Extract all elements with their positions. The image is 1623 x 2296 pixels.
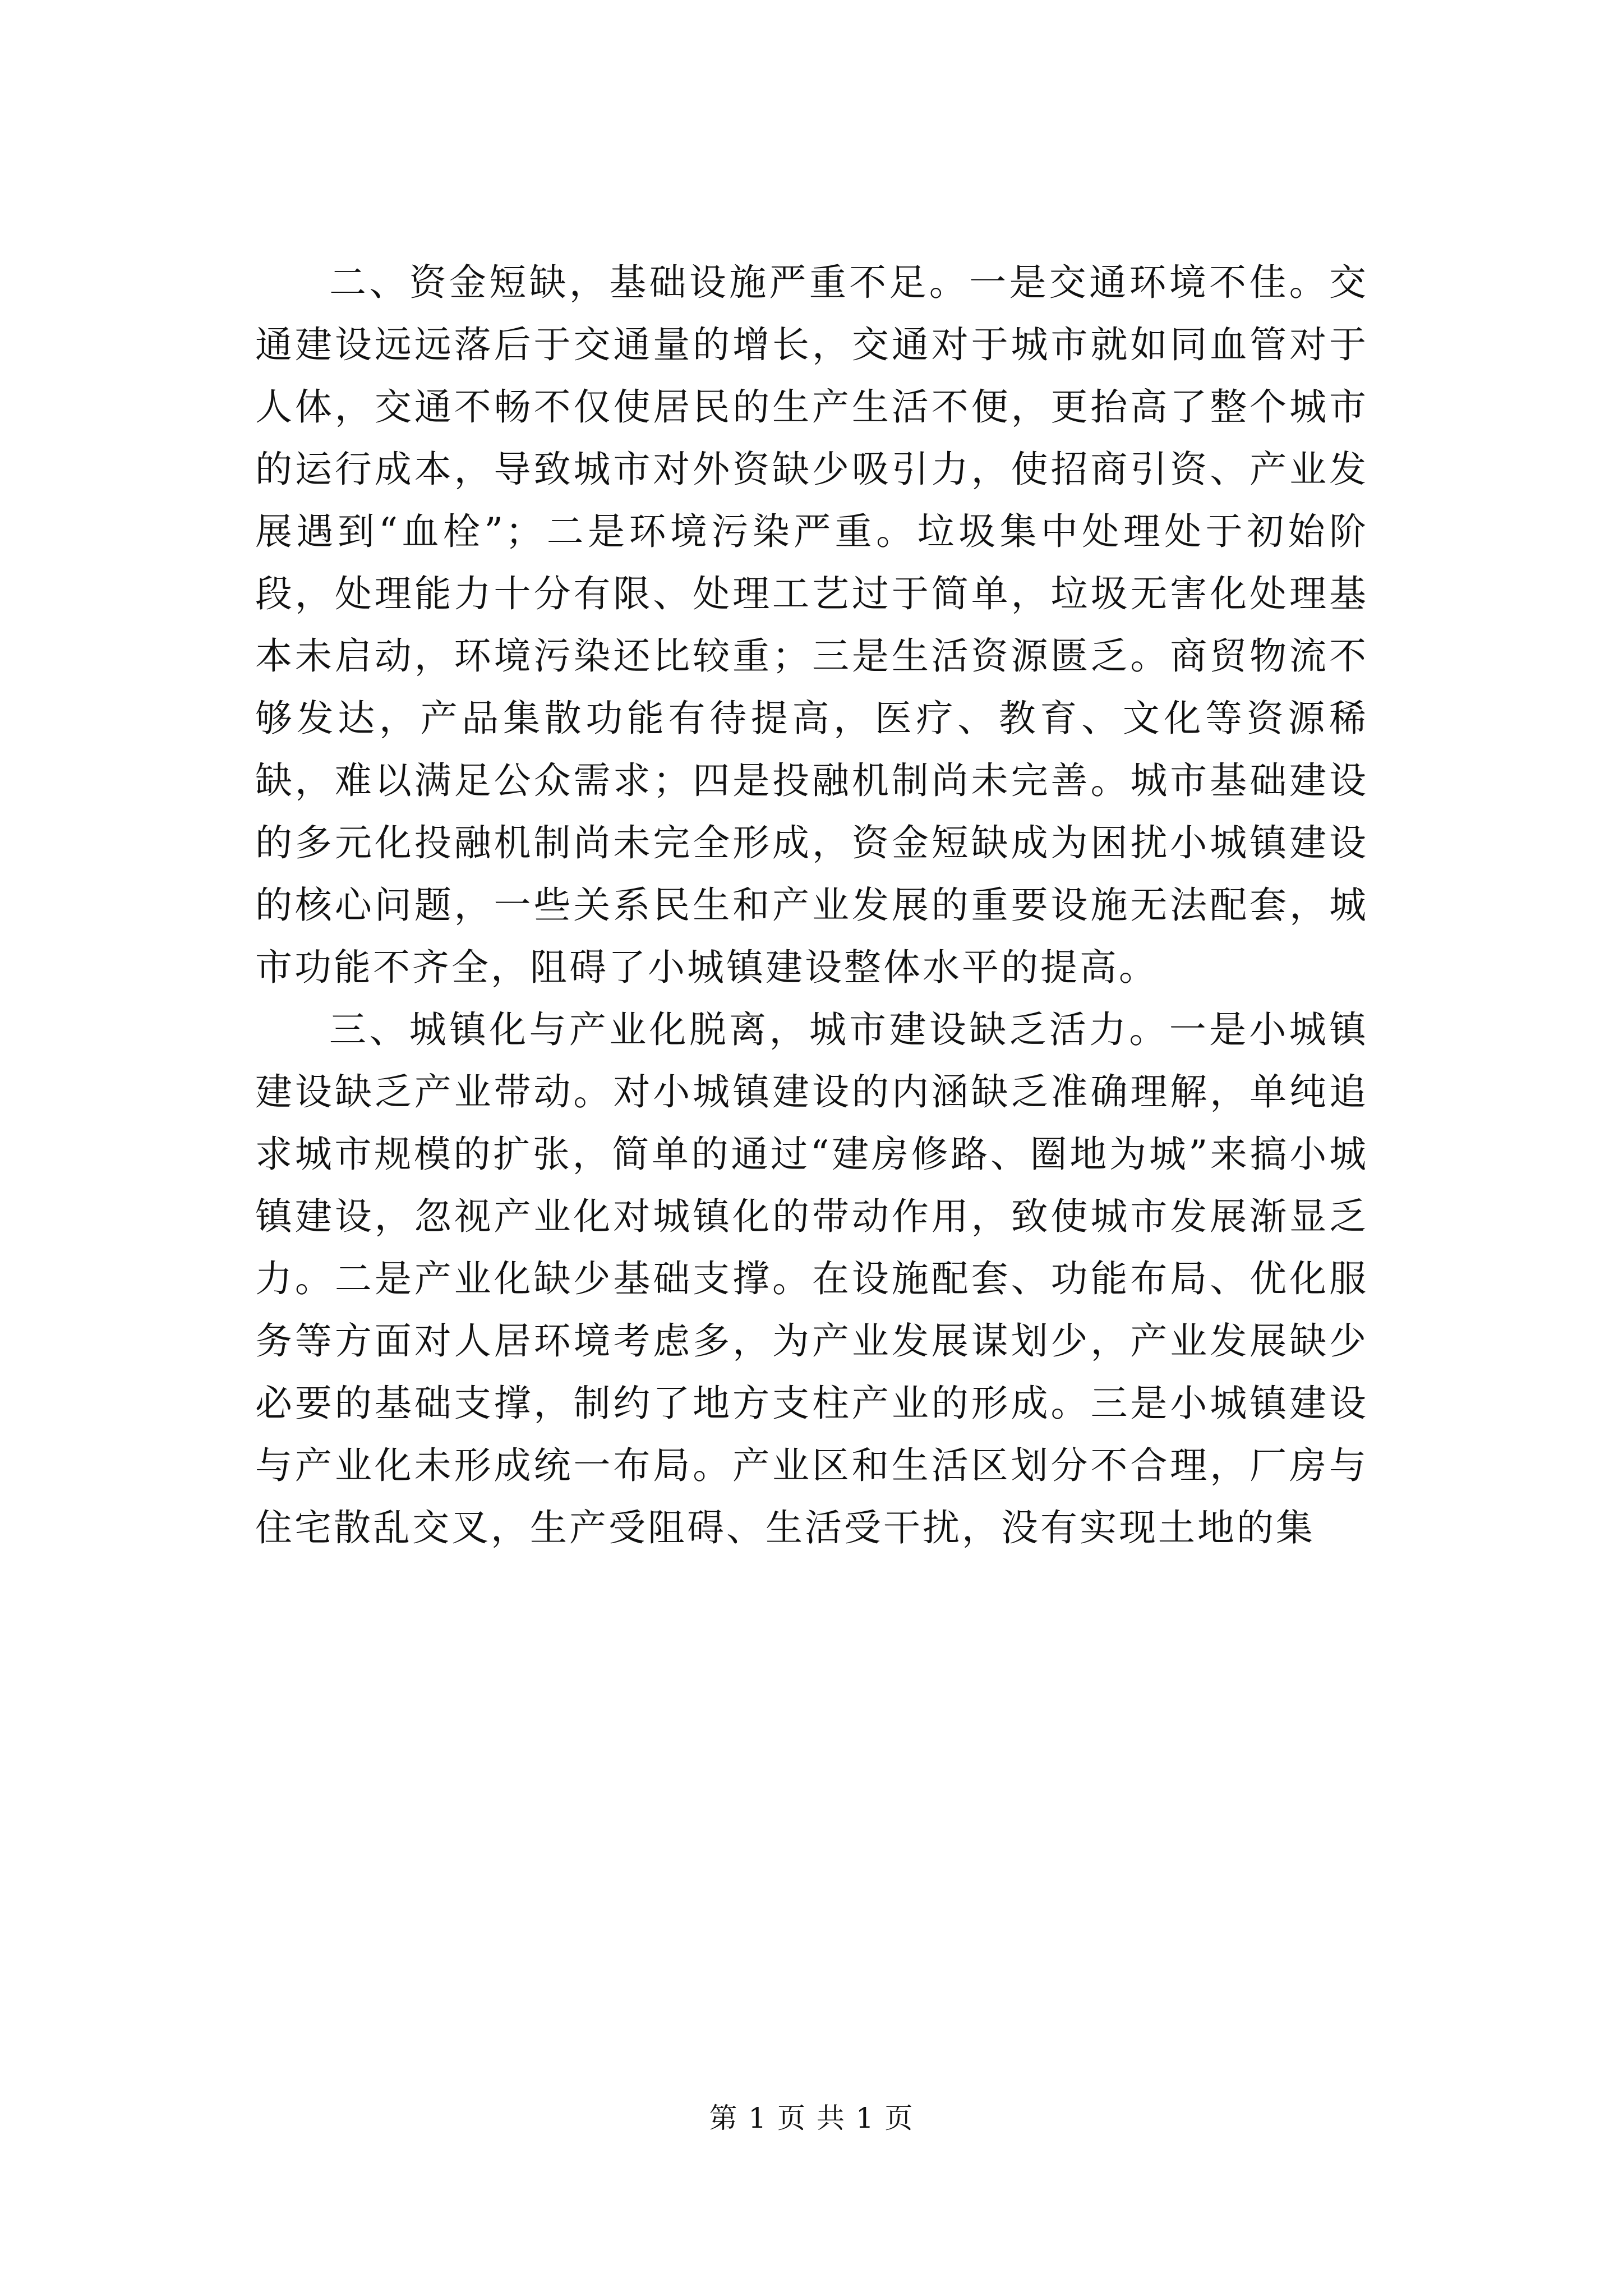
paragraph-funding-shortage: 二、资金短缺，基础设施严重不足。一是交通环境不佳。交通建设远远落后于交通量的增长，交通对于城市就如同血管对于人体，交通不畅不仅使居民的生产生活不便，更抬高了整个城市的运行成本，导致城市对外资缺少吸引力，使招商引资、产业发展遇到“血栓”；二是环境污染严重。垃圾集中处理处于初始阶段，处理能力十分有限、处理工艺过于简单，垃圾无害化处理基本未启动，环境污染还比较重；三是生活资源匮乏。商贸物流不够发达，产品集散功能有待提高，医疗、教育、文化等资源稀缺，难以满足公众需求；四是投融机制尚未完善。城市基础建设的多元化投融机制尚未完全形成，资金短缺成为困扰小城镇建设的核心问题，一些关系民生和产业发展的重要设施无法配套，城市功能不齐全，阻碍了小城镇建设整体水平的提高。 bbox=[255, 261, 1368, 989]
body-text bbox=[255, 251, 1368, 1559]
page-footer: 第 1 页 共 1 页 bbox=[709, 2102, 914, 2134]
paragraph-urbanization-industry: 三、城镇化与产业化脱离，城市建设缺乏活力。一是小城镇建设缺乏产业带动。对小城镇建设的内涵缺乏准确理解，单纯追求城市规模的扩张，简单的通过“建房修路、圈地为城”来搞小城镇建设，忽视产业化对城镇化的带动作用，致使城市发展渐显乏力。二是产业化缺少基础支撑。在设施配套、功能布局、优化服务等方面对人居环境考虑多，为产业发展谋划少，产业发展缺少必要的基础支撑，制约了地方支柱产业的形成。三是小城镇建设与产业化未形成统一布局。产业区和生活区划分不合理，厂房与住宅散乱交叉，生产受阻碍、生活受干扰，没有实现土地的集 bbox=[255, 1008, 1368, 1549]
